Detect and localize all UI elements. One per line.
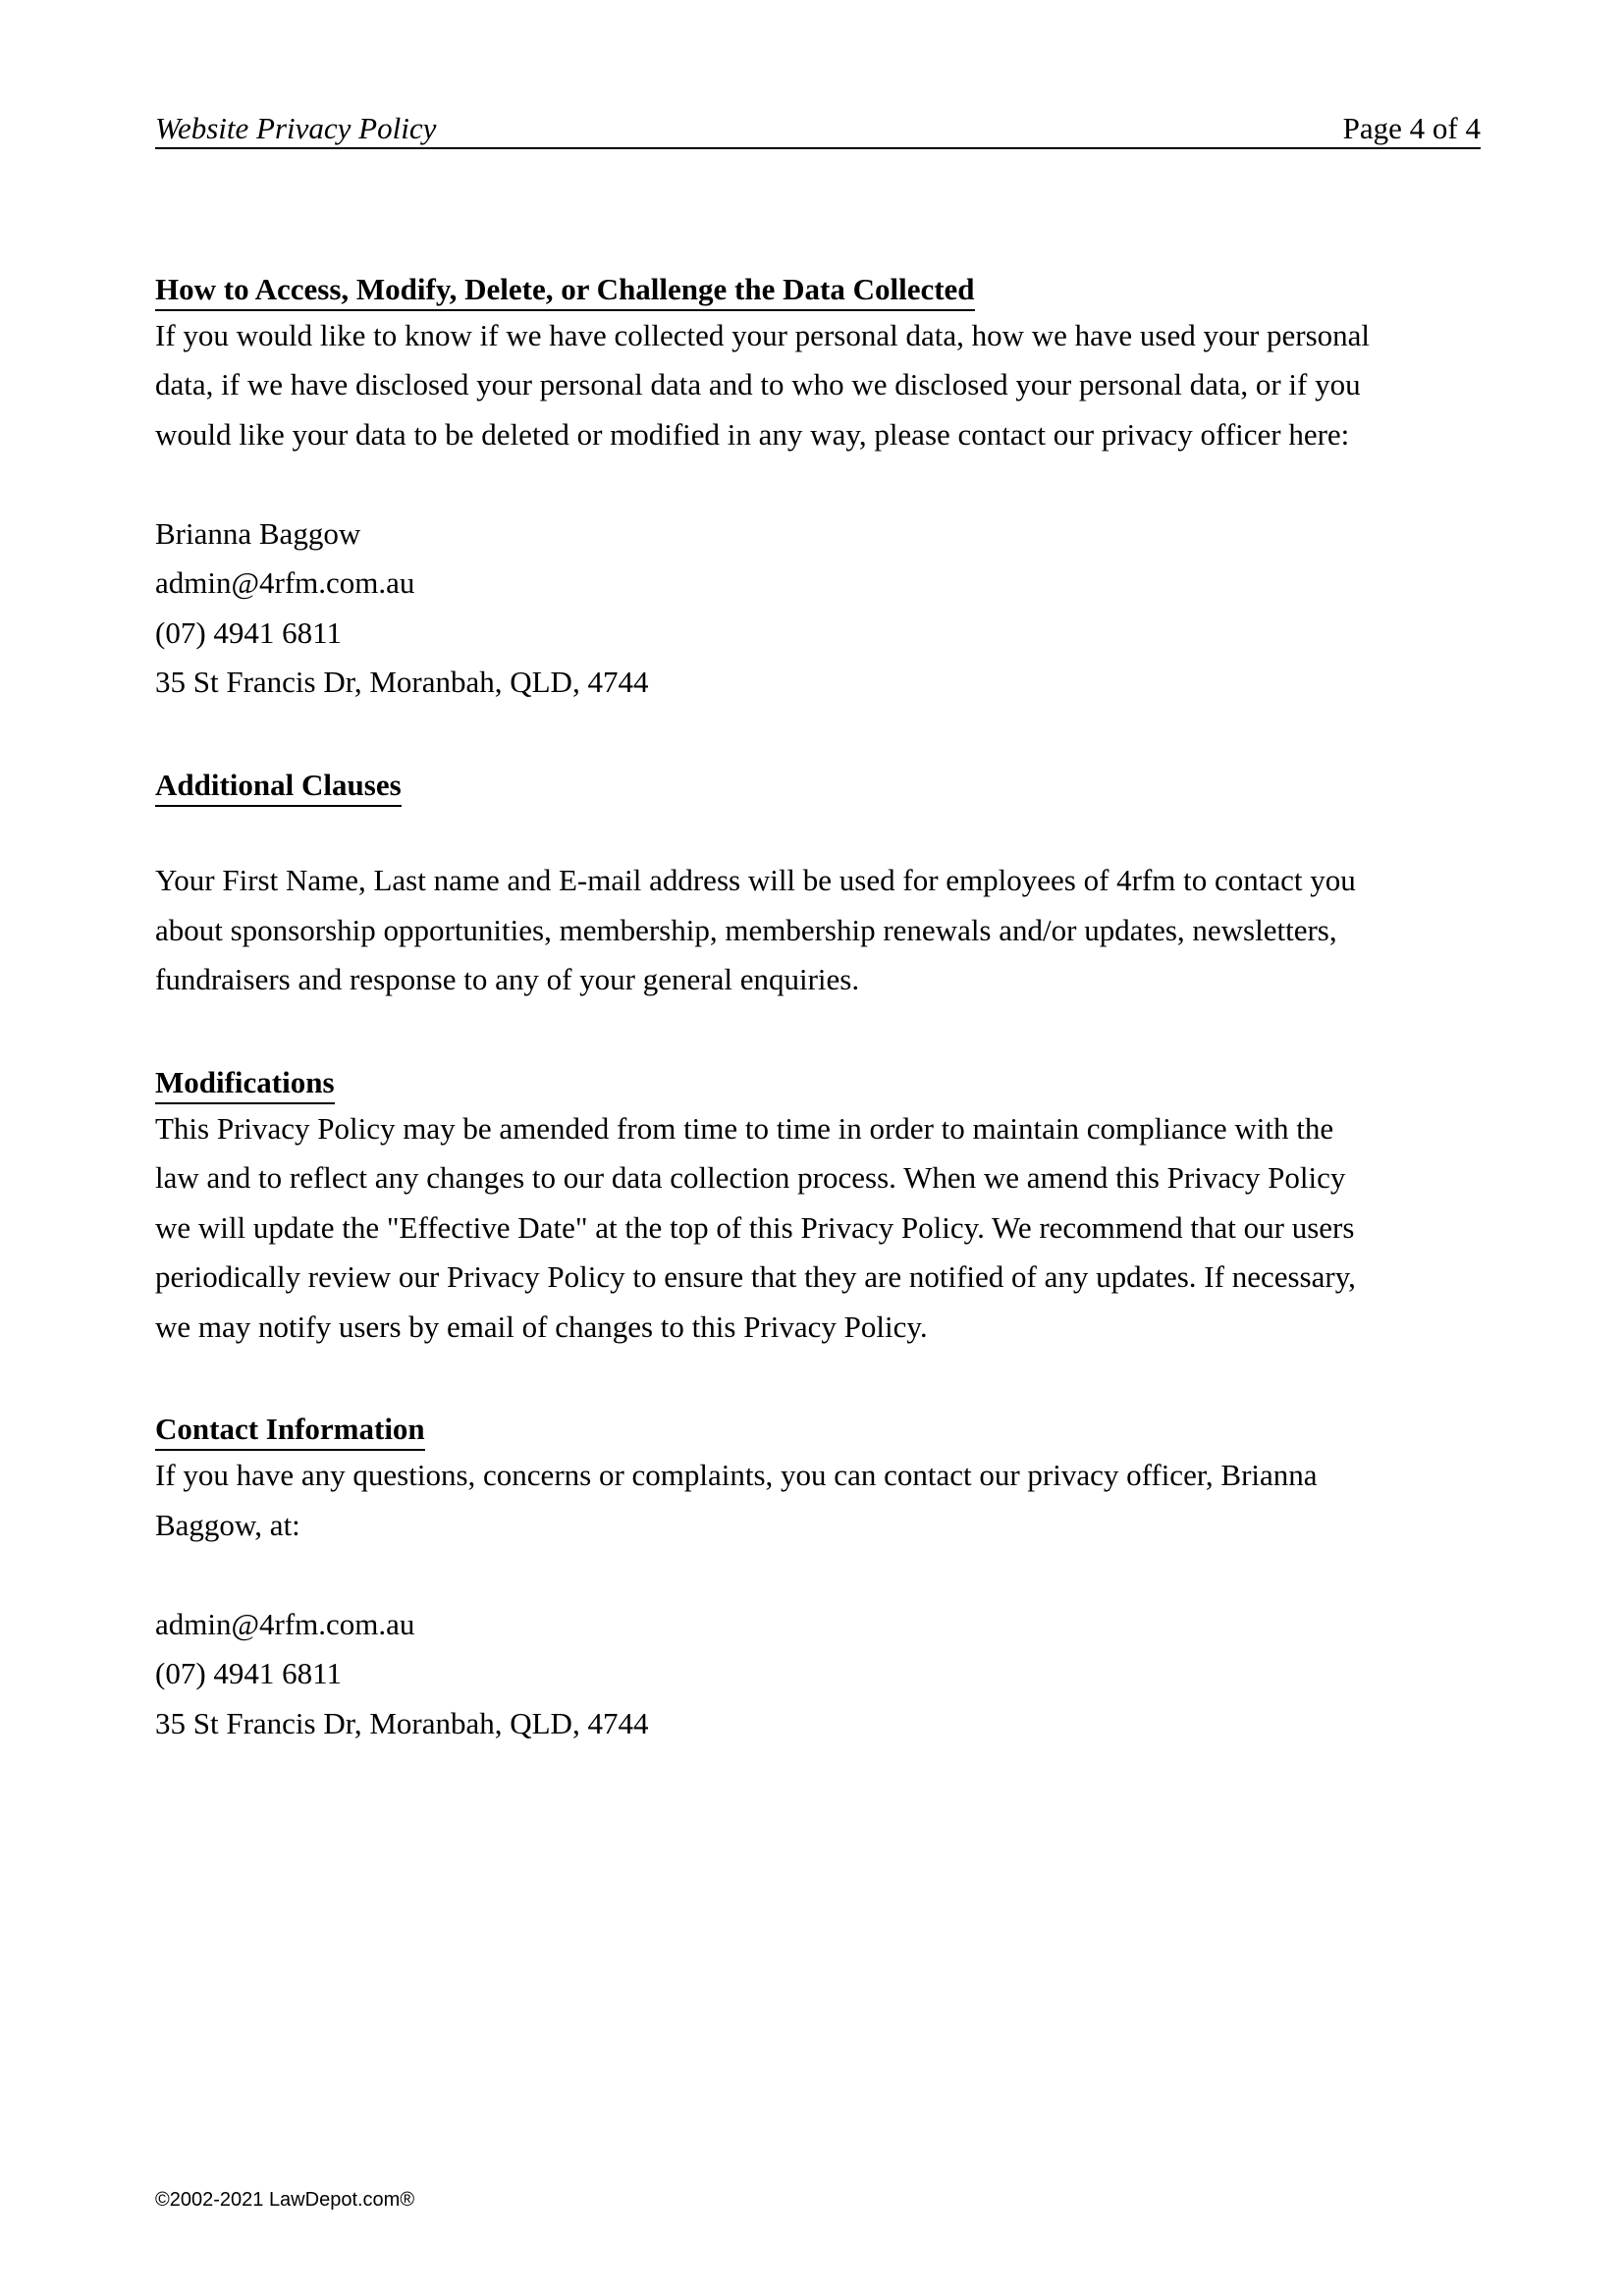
contact-email: admin@4rfm.com.au [155, 1606, 415, 1641]
paragraph-line: data, if we have disclosed your personal data and to who we disclosed your personal data, or if you [155, 367, 1361, 401]
privacy-officer-contact-block [155, 509, 1490, 708]
paragraph-line: Baggow, at: [155, 1507, 300, 1542]
document-body [155, 261, 1490, 1748]
paragraph-line: This Privacy Policy may be amended from time to time in order to maintain compliance with the [155, 1110, 1334, 1146]
section-heading-modifications: Modifications [155, 1063, 335, 1104]
section-additional-heading-wrap [155, 757, 1490, 807]
section-modifications-heading-wrap [155, 1054, 1490, 1104]
section-contact-heading-wrap [155, 1402, 1490, 1452]
paragraph-line: fundraisers and response to any of your general enquiries. [155, 962, 860, 996]
section-heading-contact: Contact Information [155, 1410, 425, 1451]
page-header [155, 110, 1481, 149]
contact-phone: (07) 4941 6811 [155, 1656, 342, 1690]
contact-name: Brianna Baggow [155, 515, 361, 551]
paragraph-line: periodically review our Privacy Policy to ensure that they are notified of any updates. If necessary, [155, 1259, 1356, 1294]
contact-details-block [155, 1600, 1490, 1749]
contact-phone: (07) 4941 6811 [155, 614, 342, 650]
document-title: Website Privacy Policy [155, 111, 437, 145]
paragraph-line: If you have any questions, concerns or complaints, you can contact our privacy officer, Brianna [155, 1458, 1318, 1492]
paragraph-line: we may notify users by email of changes to this Privacy Policy. [155, 1308, 928, 1344]
section-access-paragraph [155, 311, 1490, 460]
paragraph-line: Your First Name, Last name and E-mail address will be used for employees of 4rfm to contact you [155, 863, 1356, 897]
contact-address: 35 St Francis Dr, Moranbah, QLD, 4744 [155, 665, 649, 699]
section-heading-access: How to Access, Modify, Delete, or Challenge the Data Collected [155, 270, 975, 311]
copyright-footer: ©2002-2021 LawDepot.com® [155, 2189, 415, 2211]
contact-email: admin@4rfm.com.au [155, 565, 415, 600]
section-heading-additional: Additional Clauses [155, 766, 402, 807]
section-access-heading-wrap [155, 261, 1490, 311]
page-number: Page 4 of 4 [1342, 111, 1481, 145]
section-contact-paragraph [155, 1451, 1490, 1550]
section-modifications-paragraph [155, 1104, 1490, 1353]
paragraph-line: about sponsorship opportunities, membership, membership renewals and/or updates, newsletters, [155, 912, 1337, 947]
paragraph-line: we will update the "Effective Date" at the top of this Privacy Policy. We recommend that our users [155, 1209, 1355, 1245]
paragraph-line: law and to reflect any changes to our data collection process. When we amend this Privacy Policy [155, 1160, 1346, 1195]
paragraph-line: If you would like to know if we have collected your personal data, how we have used your personal [155, 317, 1371, 352]
paragraph-line: would like your data to be deleted or modified in any way, please contact our privacy officer here: [155, 416, 1350, 452]
contact-address: 35 St Francis Dr, Moranbah, QLD, 4744 [155, 1705, 649, 1740]
section-additional-paragraph [155, 856, 1490, 1005]
